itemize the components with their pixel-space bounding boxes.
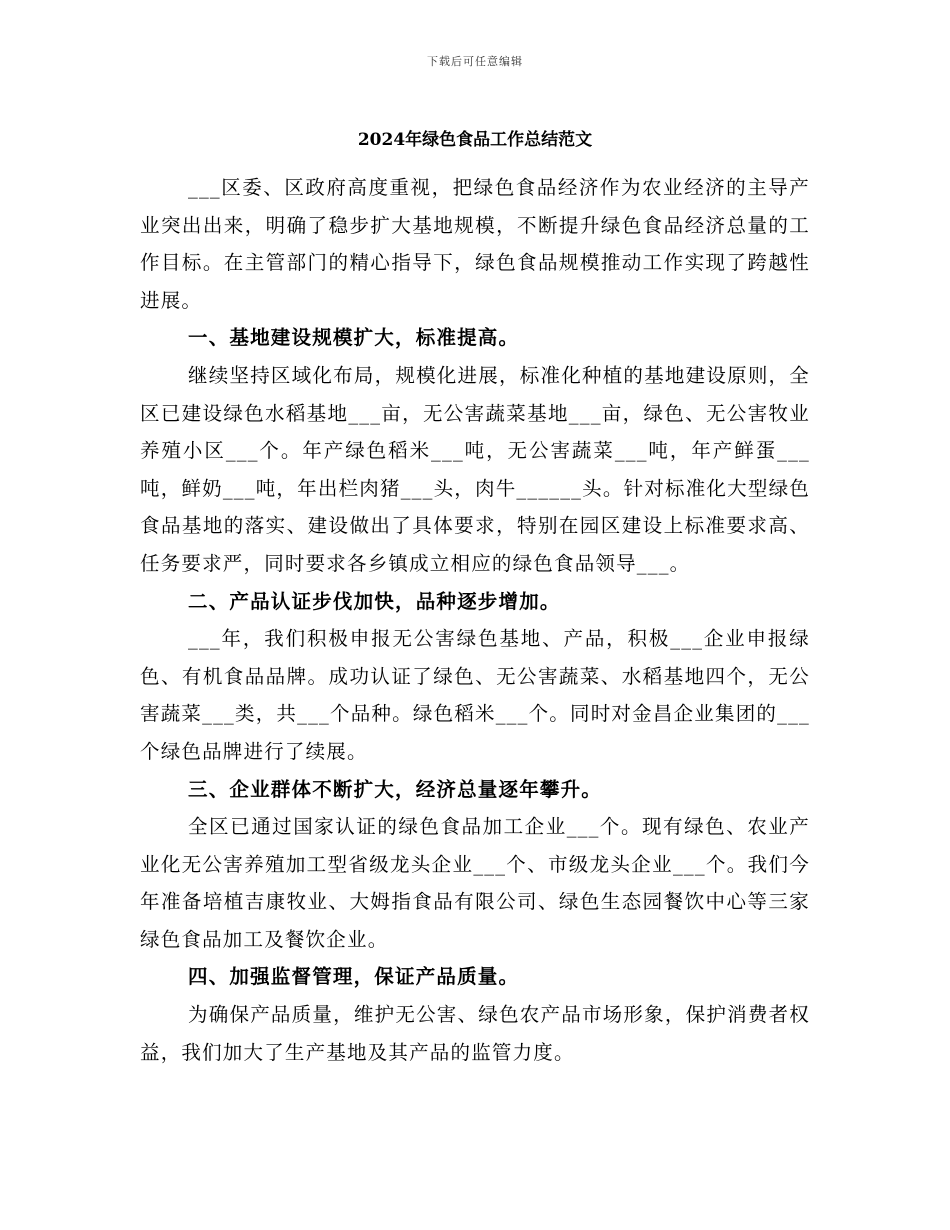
section-paragraph-2: ___年，我们积极申报无公害绿色基地、产品，积极___企业申报绿色、有机食品品牌。成功认证了绿色、无公害蔬菜、水稻基地四个，无公害蔬菜___类，共___个品种。绿色稻米___个。同时对金昌企业集团的___个绿色品牌进行了续展。 — [140, 627, 810, 763]
document-title: 2024年绿色食品工作总结范文 — [357, 130, 593, 150]
document-body — [140, 169, 810, 1071]
section-heading-1: 一、基地建设规模扩大，标准提高。 — [188, 326, 520, 350]
section-paragraph-1: 继续坚持区域化布局，规模化进展，标准化种植的基地建设原则，全区已建设绿色水稻基地___亩，无公害蔬菜基地___亩，绿色、无公害牧业养殖小区___个。年产绿色稻米___吨，无公害蔬菜___吨，年产鲜蛋___吨，鲜奶___吨，年出栏肉猪___头，肉牛______头。针对标准化大型绿色食品基地的落实、建设做出了具体要求，特别在园区建设上标准要求高、任务要求严，同时要求各乡镇成立相应的绿色食品领导___。 — [140, 363, 810, 575]
page-header: 下载后可任意编辑 — [427, 55, 523, 68]
section-paragraph-3: 全区已通过国家认证的绿色食品加工企业___个。现有绿色、农业产业化无公害养殖加工型省级龙头企业___个、市级龙头企业___个。我们今年准备培植吉康牧业、大姆指食品有限公司、绿色生态园餐饮中心等三家绿色食品加工及餐饮企业。 — [140, 815, 810, 951]
section-heading-3: 三、企业群体不断扩大，经济总量逐年攀升。 — [188, 777, 603, 801]
intro-paragraph: ___区委、区政府高度重视，把绿色食品经济作为农业经济的主导产业突出出来，明确了稳步扩大基地规模，不断提升绿色食品经济总量的工作目标。在主管部门的精心指导下，绿色食品规模推动工作实现了跨越性进展。 — [140, 176, 810, 312]
section-heading-2: 二、产品认证步伐加快，品种逐步增加。 — [188, 589, 561, 613]
section-paragraph-4: 为确保产品质量，维护无公害、绿色农产品市场形象，保护消费者权益，我们加大了生产基地及其产品的监管力度。 — [140, 1003, 810, 1064]
section-heading-4: 四、加强监督管理，保证产品质量。 — [188, 965, 520, 989]
